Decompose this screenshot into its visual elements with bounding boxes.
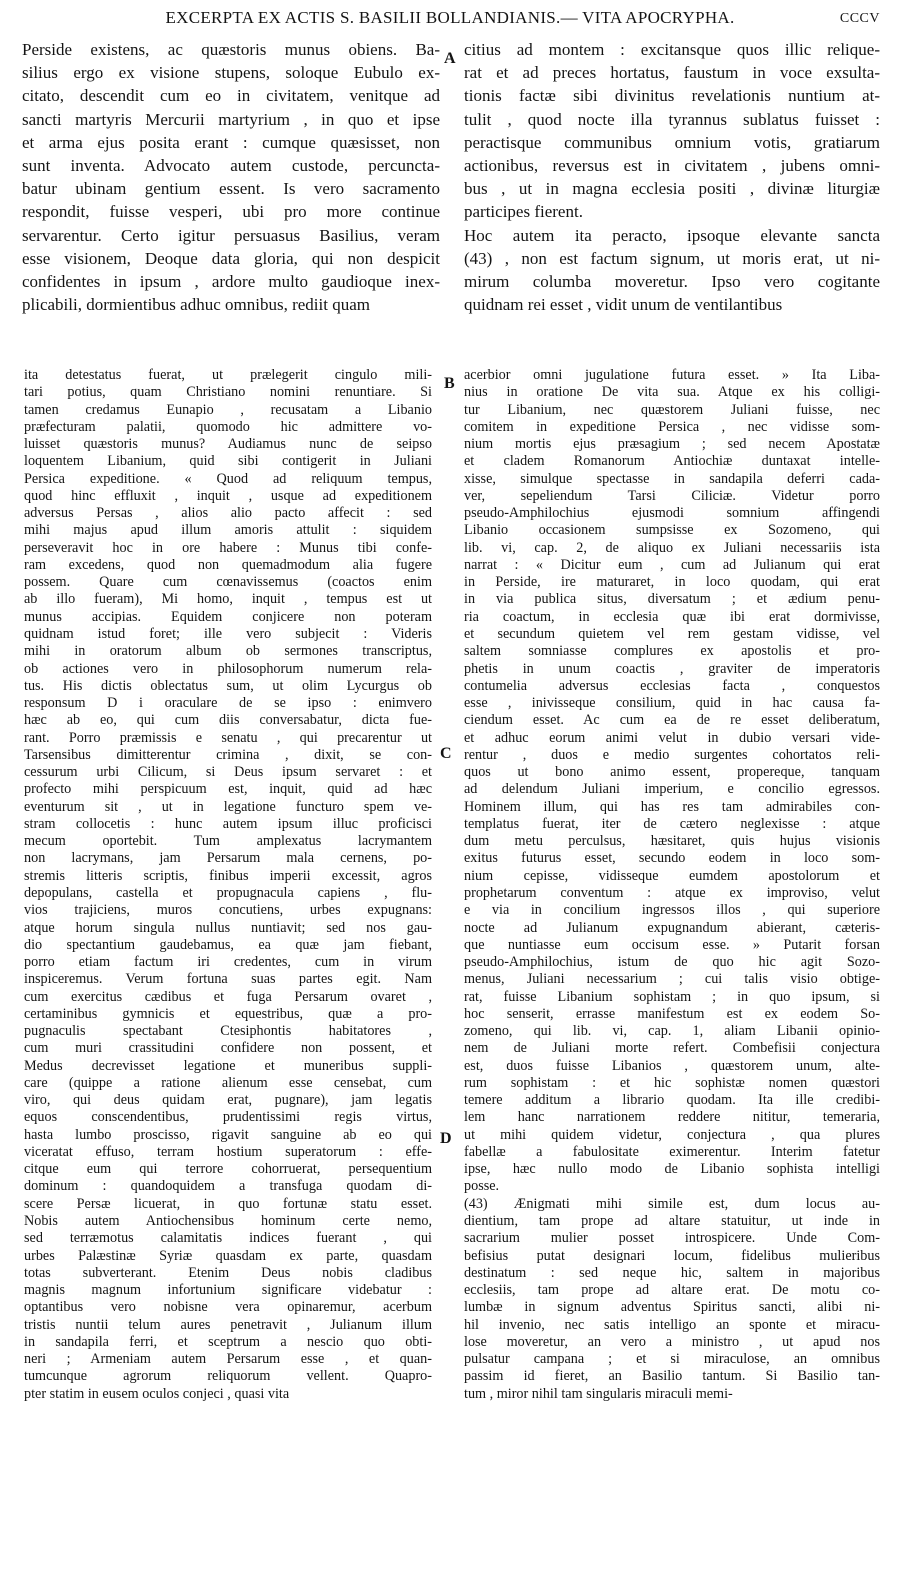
text-line: equos conscendentibus, prudentissimi regis virtus, — [24, 1109, 432, 1126]
margin-marker-d: D — [440, 1130, 452, 1147]
text-line: præfecturam palatii, quomodo hic admittere vo- — [24, 418, 432, 435]
text-line: passim id fieret, an Basilio tantum. Si Basilio tan- — [464, 1368, 880, 1385]
text-line: viro, qui deus quidam erat, pugnare), jam legatis — [24, 1092, 432, 1109]
text-line: xisse, simulque spectasse in sandapila deferri cada- — [464, 470, 880, 487]
text-line: citato, descendit cum eo in civitatem, venitque ad — [22, 86, 440, 106]
text-line: que nuntiasse eum occisum esse. » Putarit forsan — [464, 936, 880, 953]
text-line: ecclesiis, tam prope ad altare erat. De motu co- — [464, 1282, 880, 1299]
text-line: ciendum esset. Ac cum ea de re esset deliberatum, — [464, 712, 880, 729]
text-line: confidentes in ipsum , ardore multo gaudioque inex- — [22, 271, 440, 291]
text-line: scere Persæ licuerat, in quo fortunæ statu esset. — [24, 1195, 432, 1212]
lower-right-notes-column — [464, 367, 880, 1403]
text-line: esse visionem, Deoque data gloria, qui non despicit — [22, 248, 440, 268]
text-line: fabellæ a fabulositate eximerentur. Interim fatetur — [464, 1143, 880, 1160]
text-line: Medus decrevisset legatione et muneribus suppli- — [24, 1057, 432, 1074]
text-line: befisius putat designari locum, fidelibus mulieribus — [464, 1247, 880, 1264]
text-line: destinatum : sed neque hic, saltem in majoribus — [464, 1264, 880, 1281]
text-line: sunt inventa. Advocato autem custode, percuncta- — [22, 155, 440, 175]
lower-left-notes-column — [24, 367, 432, 1403]
text-line: possem. Quare cum cœnavissemus (coactos enim — [24, 574, 432, 591]
text-line: plicabili, dormientibus adhuc omnibus, rediit quam — [22, 295, 370, 315]
text-line: nium cepisse, vidisseque eumdem apostolorum et — [464, 867, 880, 884]
text-line: et adhuc eorum animi velut in dubio versari vide- — [464, 729, 880, 746]
text-line: mihi in oratorum album ob sermones transcriptus, — [24, 643, 432, 660]
text-line: servarentur. Certo igitur persuasus Basilius, veram — [22, 225, 440, 245]
text-line: esse , inivisseque consilium, quid in hac causa fa- — [464, 695, 880, 712]
text-line: care (quippe a ratione alienum esse censebat, cum — [24, 1074, 432, 1091]
text-line: sancti martyris Mercurii martyrium , in quo et ipse — [22, 109, 440, 129]
text-line: dientium, tam prope ad altare statuitur, ut inde in — [464, 1213, 880, 1230]
text-line: neri ; Armeniam autem Persarum esse , et quan- — [24, 1351, 432, 1368]
text-line: pter statim in eusem oculos conjeci , quasi vita — [24, 1385, 290, 1402]
text-line: quos ut bono animo essent, propereque, tanquam — [464, 764, 880, 781]
upper-right-column — [464, 38, 880, 316]
text-line: in sandapila ferri, et sceptrum a nescio quo obti- — [24, 1333, 432, 1350]
text-line: ab illo fueram), Mi homo, inquit , tempus est ut — [24, 591, 432, 608]
text-line: tum , miror nihil tam singularis miraculi memi- — [464, 1385, 733, 1402]
text-line: inspiceremus. Verum fortuna suas partes egit. Nam — [24, 971, 432, 988]
text-line: acerbior omni jugulatione futura esset. » Ita Liba- — [464, 367, 880, 383]
text-line: nocte ad Julianum expugnandum abierant, cæteris- — [464, 919, 880, 936]
margin-marker-b: B — [444, 375, 455, 392]
text-line: et cladem Romanorum Antiochiæ duntaxat intelle- — [464, 453, 880, 470]
text-line: eventurum sit , ut in legatione functuro spem ve- — [24, 798, 432, 815]
text-line: mecum oportebit. Tum amplexatus lacrymantem — [24, 833, 432, 850]
running-title: EXCERPTA EX ACTIS S. BASILII BOLLANDIANIS.— VITA APOCRYPHA. — [165, 8, 735, 27]
text-line: quidnam istud foret; ille vero subjecit : Videris — [24, 625, 432, 642]
text-line: responsum D i oraculare de se ipso : enimvero — [24, 695, 432, 712]
text-line: est, duos fuisse Libanios , quæstorem unum, alte- — [464, 1057, 880, 1074]
text-line: respondit, fuisse vesperi, ubi pro more continue — [22, 202, 440, 222]
text-line: cum muri crassitudini confidere non possent, et — [24, 1040, 432, 1057]
text-line: hil invenio, nec satis intelligo an sponte et miracu- — [464, 1316, 880, 1333]
text-line: optantibus vero nobisne vera opinaremur, acerbum — [24, 1299, 432, 1316]
text-line: posse. — [464, 1178, 500, 1195]
text-line: munus accipias. Equidem conjicere non poteram — [24, 608, 432, 625]
text-line: et arma ejus posita erant : cumque quæsisset, non — [22, 132, 440, 152]
text-line: depopulans, castella et propugnacula capiens , flu- — [24, 884, 432, 901]
text-line: Hoc autem ita peracto, ipsoque elevante sancta — [464, 225, 880, 245]
text-line: pugnaculis spectabant Ctesiphontis habitatores , — [24, 1023, 432, 1040]
text-line: perseveravit hoc in ore habere : Munus tibi confe- — [24, 539, 432, 556]
text-line: comitem in expeditione Persica , nec vidisse som- — [464, 418, 880, 435]
text-line: tulit , quod nocte illa tyrannus sublatus fuisset : — [464, 109, 880, 129]
text-line: prophetarum conventum : atque ex improviso, velut — [464, 884, 880, 901]
text-line: nem de Juliani morte refert. Combefisii conjectura — [464, 1040, 880, 1057]
text-line: temere additum a librario quodam. Ita ille credibi- — [464, 1092, 880, 1109]
margin-marker-c: C — [440, 745, 452, 762]
text-line: (43) , non est factum signum, ut moris erat, ut ni- — [464, 248, 880, 268]
text-line: tumcunque agrorum reliquorum vellent. Quapro- — [24, 1368, 432, 1385]
text-line: ver, sepeliendum Tarsi Ciliciæ. Videtur porro — [464, 487, 880, 504]
text-line: mihi majus apud illum amoris attulit : siquidem — [24, 522, 432, 539]
text-line: ob actiones vero in philosophorum numerum rela- — [24, 660, 432, 677]
text-line: citius ad montem : excitansque quos illic relique- — [464, 40, 880, 59]
text-line: nium mortis ejus præsagium ; sed necem Apostatæ — [464, 436, 880, 453]
text-line: templatus fuerat, iter de cætero neglexisse : atque — [464, 815, 880, 832]
text-line: luisset quæstoris munus? Audiamus nunc de seipso — [24, 436, 432, 453]
text-line: participes fierent. — [464, 202, 583, 222]
text-line: nius in oratione De vita sua. Atque ex his colligi- — [464, 384, 880, 401]
margin-marker-a: A — [444, 50, 456, 67]
text-line: stremis litteris scriptis, finibus imperii excessit, agros — [24, 867, 432, 884]
page-number: CCCV — [839, 11, 880, 26]
text-line: ria coactum, in ecclesia quæ ibi erat dormivisse, — [464, 608, 880, 625]
text-line: certaminibus gymnicis et equestribus, quæ a pro- — [24, 1005, 432, 1022]
text-line: zomeno, qui lib. vi, cap. 1, aliam Libanii opinio- — [464, 1023, 880, 1040]
text-line: rant. Porro præmissis e senatu , qui precarentur ut — [24, 729, 432, 746]
text-line: exitus futurus esset, secundo eodem in loco som- — [464, 850, 880, 867]
text-line: in via publica situs, diversatum ; et ædium penu- — [464, 591, 880, 608]
text-line: hasta lumbo proscisso, rigavit sanguine ab eo qui — [24, 1126, 432, 1143]
text-line: lumbæ in signum adventus Spiritus sancti, alibi ni- — [464, 1299, 880, 1316]
text-line: mirum columba moveretur. Ipso vero cogitante — [464, 271, 880, 291]
text-line: pulsatur campana ; et si miraculose, an omnibus — [464, 1351, 880, 1368]
text-line: vios trajiciens, muros concutiens, urbes expugnans: — [24, 902, 432, 919]
text-line: viceratat effuso, terram hostium superatorum : effe- — [24, 1143, 432, 1160]
text-line: non lacrymans, jam Persarum mala cernens, po- — [24, 850, 432, 867]
text-line: rum sophistam : et hic sophistæ nomen quæstori — [464, 1074, 880, 1091]
text-line: (43) Ænigmati mihi simile est, dum locus au- — [464, 1195, 880, 1212]
text-line: e via in concilium ingressos illos , qui superiore — [464, 902, 880, 919]
text-line: contumelia adversus ecclesias facta , conquestos — [464, 677, 880, 694]
text-line: Nobis autem Antiochensibus hominum certe nemo, — [24, 1213, 432, 1230]
text-line: quod hinc effluxit , inquit , usque ad expeditionem — [24, 487, 432, 504]
text-line: adversus Persas , alios alio pacto affecit : sed — [24, 505, 432, 522]
text-line: Persica expeditione. « Quod ad reliquum tempus, — [24, 470, 432, 487]
text-line: totas subverterant. Etenim Deus nobis cladibus — [24, 1264, 432, 1281]
text-line: tionis factæ sibi divinitus revelationis nuntium at- — [464, 86, 880, 106]
text-line: bus , ut in magna ecclesia positi , divinæ liturgiæ — [464, 179, 880, 199]
text-line: cessurum urbi Cilicum, si Deus ipsum servaret : et — [24, 764, 432, 781]
text-line: dum metu perculsus, hæsitaret, quis hujus visionis — [464, 833, 880, 850]
text-line: ut mihi quidem videtur, conjectura , qua plures — [464, 1126, 880, 1143]
text-line: sacrarium mulier posset introspicere. Unde Com- — [464, 1230, 880, 1247]
text-line: sed terræmotus calamitatis indices fuerant , qui — [24, 1230, 432, 1247]
text-line: batur ubinam gentium essent. Is vero sacramento — [22, 179, 440, 199]
text-line: tristis nuntii telum aures penetravit , Julianum illum — [24, 1316, 432, 1333]
text-line: tus. His dictis oblectatus sum, ut olim Lycurgus ob — [24, 677, 432, 694]
text-line: Perside existens, ac quæstoris munus obiens. Ba- — [22, 40, 440, 59]
text-line: Tarsensibus dimitterentur crimina , dixit, se con- — [24, 746, 432, 763]
text-line: cum exercitus cædibus et fuga Persarum ovaret , — [24, 988, 432, 1005]
text-line: ipse, hæc nullo modo de Libanio sophista intelligi — [464, 1161, 880, 1178]
text-line: citque eum qui terrore cohorruerat, persequentium — [24, 1161, 432, 1178]
text-line: et secundum quietem vel rem gestam vidisse, vel — [464, 625, 880, 642]
text-line: porro etiam factum iri credentes, cum in virum — [24, 954, 432, 971]
text-line: ad delendum Juliani imperium, e concilio egressos. — [464, 781, 880, 798]
text-line: menus, Juliani necessarium ; cui talis visio obtige- — [464, 971, 880, 988]
text-line: rat, fuisse Libanium sophistam ; in quo ipsum, si — [464, 988, 880, 1005]
text-line: tur Libanium, nec quæstorem Juliani fuisse, nec — [464, 401, 880, 418]
text-line: in Perside, ire maturaret, in loco quodam, qui erat — [464, 574, 880, 591]
text-line: hæc ab eo, qui cum diis conversabatur, dicta fue- — [24, 712, 432, 729]
text-line: ita detestatus fuerat, ut prælegerit cingulo mili- — [24, 367, 432, 383]
text-line: magnis magnum infortunium significare videbatur : — [24, 1282, 432, 1299]
text-line: pseudo-Amphilochius, istum de quo hic agit Sozo- — [464, 954, 880, 971]
text-line: saltem somniasse complures ex apostolis et pro- — [464, 643, 880, 660]
text-line: stram collocetis : hunc autem ipsum illuc proficisci — [24, 815, 432, 832]
text-line: Libanio occasionem sumpsisse ex Sozomeno, qui — [464, 522, 880, 539]
text-line: loquentem Libanium, quid sibi contigerit in Juliani — [24, 453, 432, 470]
text-line: rat et ad preces hortatus, faustum in voce exsulta- — [464, 63, 880, 83]
text-line: tamen credamus Eunapio , recusatam a Libanio — [24, 401, 432, 418]
text-line: dio spectantium gaudebamus, ea quæ jam fiebant, — [24, 936, 432, 953]
upper-left-column — [22, 38, 440, 316]
text-line: lib. vi, cap. 2, de aliquo ex Juliani necessariis ista — [464, 539, 880, 556]
text-line: ram excedens, quod non quemadmodum alia fugere — [24, 556, 432, 573]
running-head — [0, 0, 900, 36]
text-line: phetis in unum coactis , graviter de imperatoris — [464, 660, 880, 677]
text-line: narrat : « Dicitur eum , cum ad Julianum qui erat — [464, 556, 880, 573]
text-line: Hominem illum, qui has res tam admirabiles con- — [464, 798, 880, 815]
text-line: rentur , duos e medio surgentes cohortatos reli- — [464, 746, 880, 763]
text-line: dominum : quandoquidem a transfuga quodam di- — [24, 1178, 432, 1195]
text-line: actionibus, reversus est in civitatem , jubens omni- — [464, 155, 880, 175]
text-line: lem hanc narrationem reddere nititur, temeraria, — [464, 1109, 880, 1126]
text-line: atque horum singula nullus nuntiavit; sed nos gau- — [24, 919, 432, 936]
text-line: tari potius, quam Christiano nomini renuntiare. Si — [24, 384, 432, 401]
text-line: lose moveretur, an vero a ministro , ut apud nos — [464, 1333, 880, 1350]
text-line: quidnam rei esset , vidit unum de ventilantibus — [464, 295, 783, 315]
text-line: silius ergo ex visione stupens, soloque Eubulo ex- — [22, 63, 440, 83]
text-line: pseudo-Amphilochius ejusmodi somnium affingendi — [464, 505, 880, 522]
text-line: hoc senserit, errasse manifestum est ex eodem So- — [464, 1005, 880, 1022]
text-line: urbes Palæstinæ Syriæ quasdam ex parte, quasdam — [24, 1247, 432, 1264]
text-line: profecto mihi perspicuum est, inquit, quid ad hæc — [24, 781, 432, 798]
text-line: peractisque communibus omnium votis, gratiarum — [464, 132, 880, 152]
